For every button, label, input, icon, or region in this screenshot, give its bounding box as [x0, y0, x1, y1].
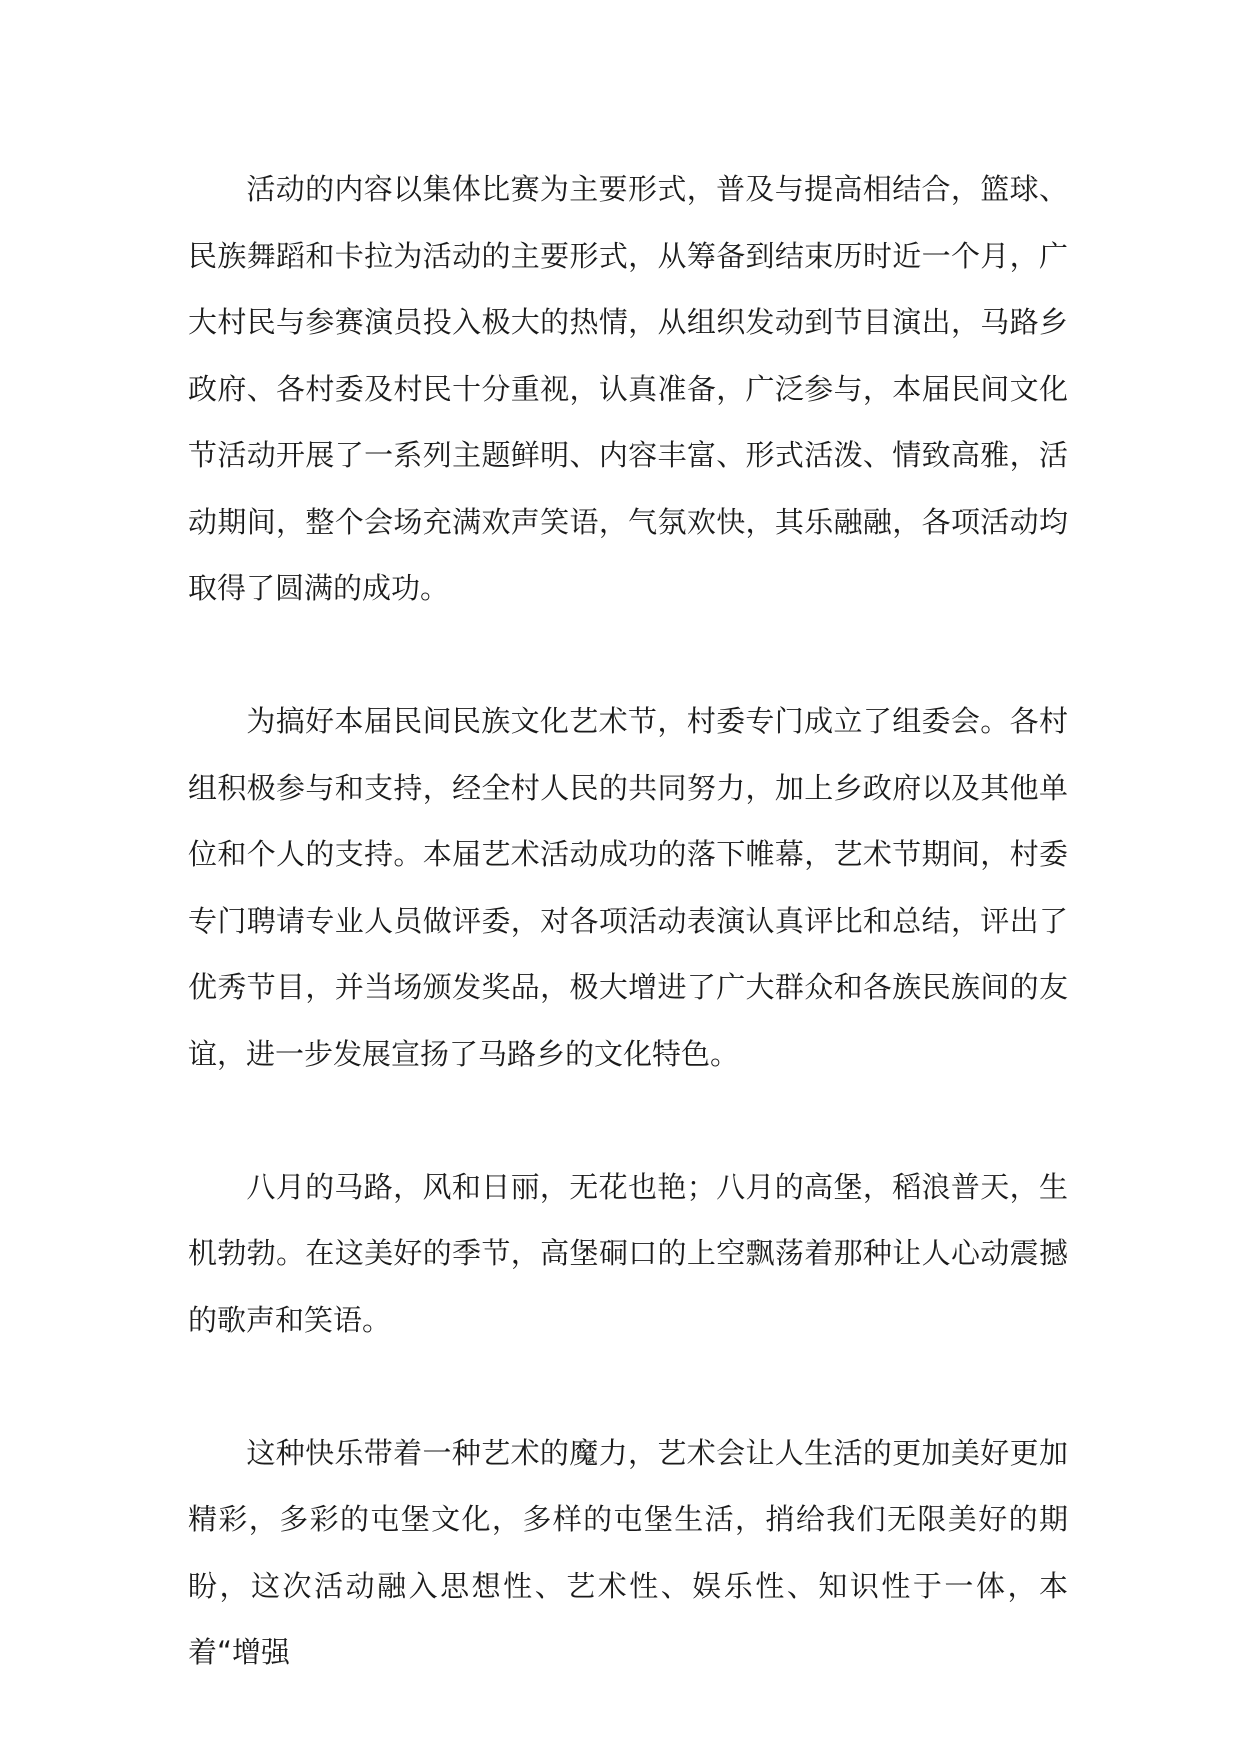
- paragraph-2-text: 为搞好本届民间民族文化艺术节，村委专门成立了组委会。各村组积极参与和支持，经全村人民的共同努力，加上乡政府以及其他单位和个人的支持。本届艺术活动成功的落下帷幕，艺术节期间，村委专门聘请专业人员做评委，对各项活动表演认真评比和总结，评出了优秀节目，并当场颁发奖品，极大增进了广大群众和各族民族间的友谊，进一步发展宣扬了马路乡的文化特色。: [188, 704, 1068, 1071]
- paragraph-3-text: 八月的马路，风和日丽，无花也艳；八月的高堡，稻浪普天，生机勃勃。在这美好的季节，高堡硐口的上空飘荡着那种让人心动震撼的歌声和笑语。: [188, 1169, 1068, 1337]
- paragraph-2: [188, 688, 1068, 1087]
- document-body: [188, 156, 1068, 1686]
- paragraph-3: [188, 1154, 1068, 1354]
- paragraph-4: [188, 1420, 1068, 1686]
- paragraph-1: [188, 156, 1068, 622]
- paragraph-1-text: 活动的内容以集体比赛为主要形式，普及与提高相结合，篮球、民族舞蹈和卡拉为活动的主要形式，从筹备到结束历时近一个月，广大村民与参赛演员投入极大的热情，从组织发动到节目演出，马路乡政府、各村委及村民十分重视，认真准备，广泛参与，本届民间文化节活动开展了一系列主题鲜明、内容丰富、形式活泼、情致高雅，活动期间，整个会场充满欢声笑语，气氛欢快，其乐融融，各项活动均取得了圆满的成功。: [188, 172, 1068, 605]
- paragraph-4-text: 这种快乐带着一种艺术的魔力，艺术会让人生活的更加美好更加精彩，多彩的屯堡文化，多样的屯堡生活，捎给我们无限美好的期盼，这次活动融入思想性、艺术性、娱乐性、知识性于一体，本着“增强: [188, 1435, 1068, 1669]
